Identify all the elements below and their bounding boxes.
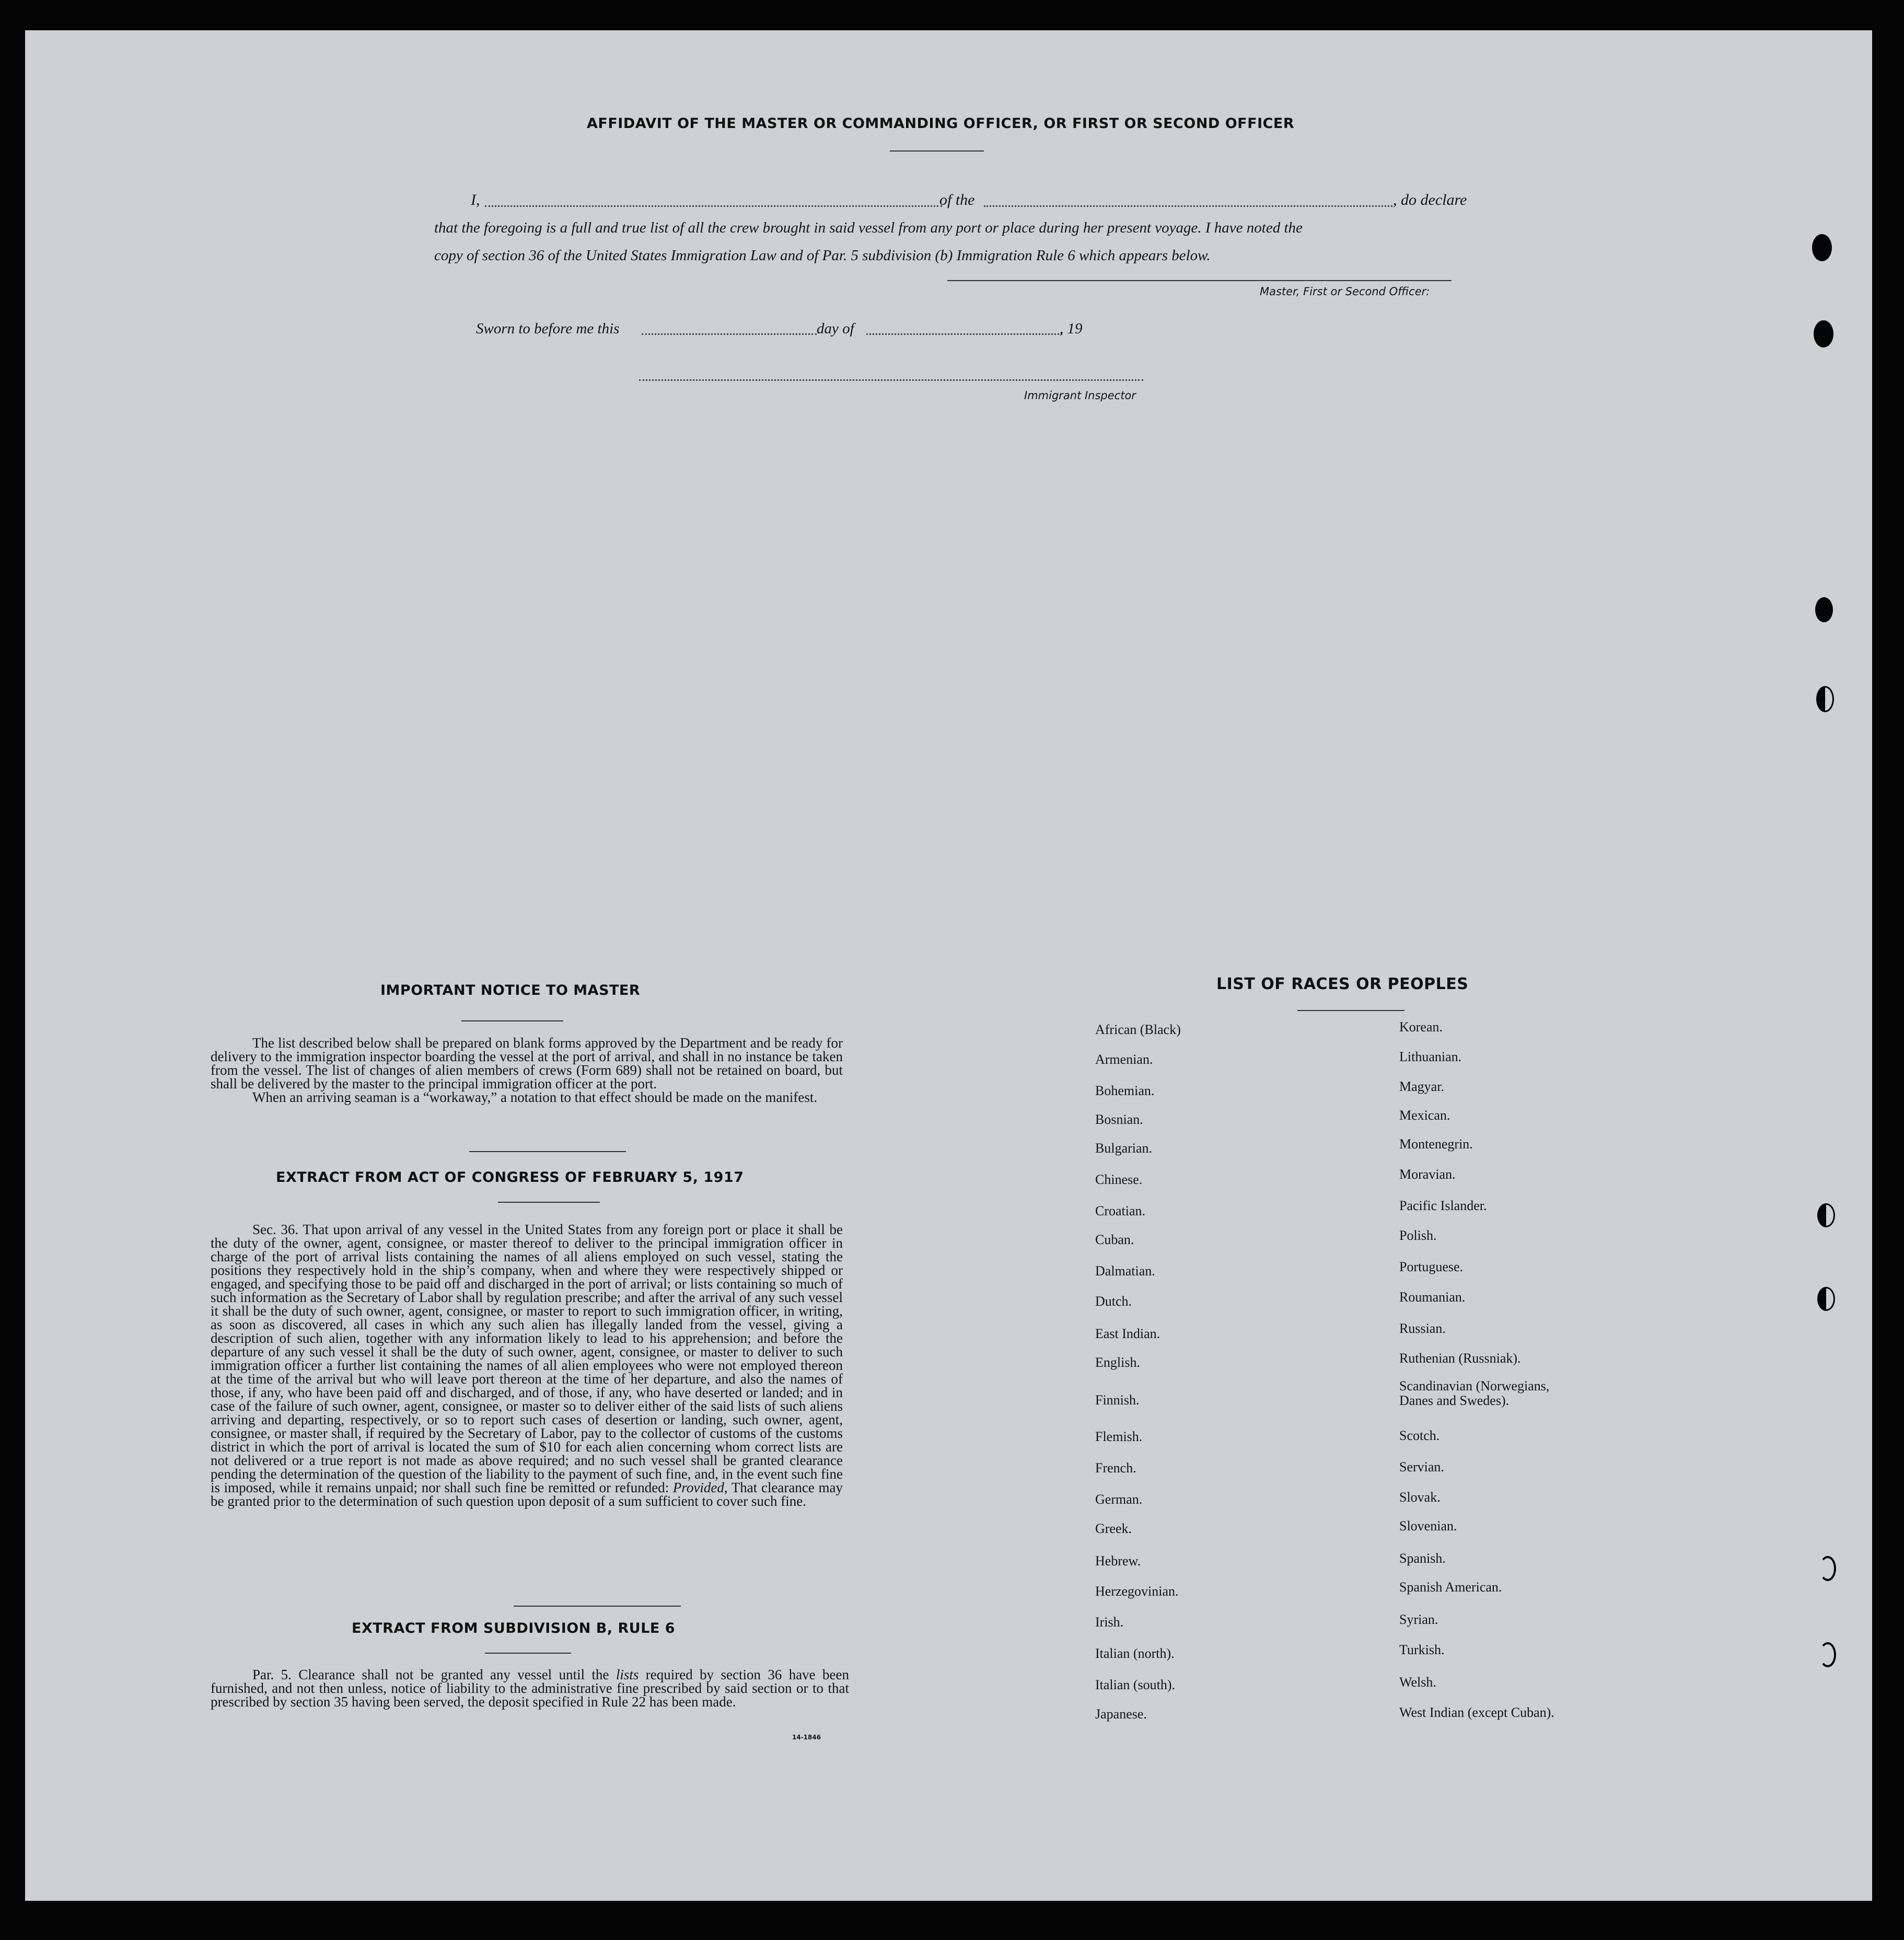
race-item: Chinese. <box>1095 1172 1143 1187</box>
binder-hole <box>1815 597 1833 622</box>
race-item: Korean. <box>1399 1019 1443 1035</box>
sworn-prefix: Sworn to before me this <box>476 320 620 337</box>
binder-hole <box>1817 1287 1835 1311</box>
race-item: Portuguese. <box>1399 1259 1464 1274</box>
form-page <box>25 30 1872 1901</box>
inspector-signature-line[interactable] <box>639 379 1143 381</box>
races-title: LIST OF RACES OR PEOPLES <box>1216 975 1469 993</box>
binder-hole <box>1816 686 1834 712</box>
race-item: Roumanian. <box>1399 1290 1466 1305</box>
race-item: West Indian (except Cuban). <box>1399 1705 1554 1720</box>
race-item: German. <box>1095 1492 1143 1507</box>
notice-para-1: The list described below shall be prepared on blank forms approved by the Department and be ready for delivery to the immigration inspector boarding the vessel at the port of arrival, and shall in no instance be taken from the vessel. The list of changes of alien members of crews (Form 689) shall not be retained on board, but shall be delivered by the master to the principal immigration officer at the port. <box>211 1035 843 1091</box>
form-code: 14-1846 <box>792 1734 821 1741</box>
affidavit-line-3: copy of section 36 of the United States Immigration Law and of Par. 5 subdivision (b) Immigration Rule 6 which appears below. <box>434 247 1211 264</box>
race-item: Slovenian. <box>1399 1518 1457 1534</box>
rule-body-b: required by section 36 have been furnished, and not then unless, notice of liability to the administrative fine prescribed by said section or to that prescribed by section 35 having been served, the deposit specified in Rule 22 has been made. <box>211 1667 850 1710</box>
rule-extract-title: EXTRACT FROM SUBDIVISION B, RULE 6 <box>352 1620 676 1636</box>
race-item: Syrian. <box>1399 1612 1438 1627</box>
binder-hole <box>1814 320 1833 347</box>
notice-separator-rule <box>469 1151 626 1152</box>
act-separator-rule <box>514 1606 681 1607</box>
race-item: Danes and Swedes). <box>1399 1393 1510 1408</box>
races-title-rule <box>1297 1010 1404 1011</box>
race-item: Montenegrin. <box>1399 1136 1473 1152</box>
notice-title-rule <box>461 1020 563 1021</box>
race-item: Italian (south). <box>1095 1677 1176 1692</box>
rule-extract-body <box>211 1668 849 1709</box>
race-item: Hebrew. <box>1095 1553 1141 1569</box>
vessel-name-field[interactable] <box>984 205 1392 207</box>
race-item: Dalmatian. <box>1095 1263 1155 1279</box>
act-body-a: That upon arrival of any vessel in the United States from any foreign port or place it shall be the duty of the owner, agent, consignee, or master thereof to deliver to the principal immigration officer in charge of the port of arrival lists containing the names of all aliens employed on such vessel, stating the positions they respectively hold in the ship’s company, when and where they were respectively shipped or engaged, and specifying those to be paid off and discharged in the port of arrival; or lists containing so much of such information as the Secretary of Labor shall by regulation prescribe; and after the arrival of any such vessel it shall be the duty of such owner, agent, consignee, or master to report to such immigration officer, in writing, as soon as discovered, all cases in which any such alien has illegally landed from the vessel, giving a description of such alien, together with any information likely to lead to his apprehension; and before the departure of any such vessel it shall be the duty of such owner, agent, consignee, or master to deliver to such immigration officer a further list containing the names of all alien employees who were not employed thereon at the time of the arrival but who will leave port thereon at the time of her departure, and also the names of those, if any, who have been paid off and discharged, and of those, if any, who have deserted or landed; and in case of the failure of such owner, agent, consignee, or master so to deliver either of the said lists of such aliens arriving and departing, respectively, or so to report such cases of desertion or landing, such owner, agent, consignee, or master shall, if required by the Secretary of Labor, pay to the collector of customs of the customs district in which the port of arrival is located the sum of $10 for each alien concerning whom correct lists are not delivered or a true report is not made as above required; and no such vessel shall be granted clearance pending the determination of the question of the liability to the payment of such fine, and, in the event such fine is imposed, while it remains unpaid; nor shall such fine be remitted or refunded: <box>211 1222 843 1495</box>
race-item: French. <box>1095 1460 1136 1476</box>
rule-body-a: Par. 5. Clearance shall not be granted any vessel until the <box>252 1667 609 1682</box>
race-item: Armenian. <box>1095 1052 1153 1067</box>
notice-body <box>211 1036 843 1104</box>
binder-hole <box>1819 1556 1836 1581</box>
race-item: Bosnian. <box>1095 1112 1143 1127</box>
act-extract-title-rule <box>498 1202 600 1203</box>
race-item: Cuban. <box>1095 1232 1134 1247</box>
sworn-day-of-label: day of <box>817 320 854 337</box>
race-item: English. <box>1095 1355 1140 1370</box>
affidavit-declare-label: , do declare <box>1393 191 1467 208</box>
race-item: Flemish. <box>1095 1429 1143 1444</box>
race-item: Japanese. <box>1095 1706 1147 1722</box>
race-item: Scandinavian (Norwegians, <box>1399 1378 1550 1393</box>
act-sec-label: Sec. 36. <box>252 1222 299 1237</box>
act-provided: Provided, <box>672 1480 728 1495</box>
affidavit-of-the-label: of the <box>939 191 975 208</box>
race-item: Dutch. <box>1095 1294 1132 1309</box>
race-item: East Indian. <box>1095 1326 1160 1341</box>
rule-extract-title-rule <box>485 1653 571 1654</box>
act-body-b: That clearance may be granted prior to the determination of such question upon deposit of a sum sufficient to cover such fine. <box>211 1480 843 1509</box>
race-item: Moravian. <box>1399 1167 1456 1182</box>
notice-title: IMPORTANT NOTICE TO MASTER <box>380 982 641 998</box>
race-item: Servian. <box>1399 1459 1444 1474</box>
master-signature-label: Master, First or Second Officer: <box>1260 285 1430 298</box>
act-extract-title: EXTRACT FROM ACT OF CONGRESS OF FEBRUARY 5, 1917 <box>276 1169 744 1186</box>
race-item: Russian. <box>1399 1321 1446 1336</box>
race-item: Bulgarian. <box>1095 1141 1153 1156</box>
race-item: Lithuanian. <box>1399 1049 1462 1064</box>
binder-hole <box>1819 1642 1836 1667</box>
sworn-day-field[interactable] <box>642 333 817 335</box>
race-item: Ruthenian (Russniak). <box>1399 1351 1521 1366</box>
affidavit-title-rule <box>890 150 984 152</box>
race-item: Croatian. <box>1095 1203 1146 1218</box>
binder-hole <box>1812 234 1832 261</box>
race-item: Finnish. <box>1095 1392 1140 1408</box>
sworn-year-label: , 19 <box>1060 320 1083 337</box>
affidavit-title: AFFIDAVIT OF THE MASTER OR COMMANDING OFFICER, OR FIRST OR SECOND OFFICER <box>587 115 1295 132</box>
affidavit-line-2: that the foregoing is a full and true list of all the crew brought in said vessel from any port or place during her present voyage. I have noted the <box>434 219 1303 236</box>
affidavit-i-label: I, <box>471 191 480 208</box>
sworn-month-field[interactable] <box>866 333 1062 335</box>
race-item: Pacific Islander. <box>1399 1198 1487 1213</box>
master-signature-line[interactable] <box>947 280 1452 281</box>
notice-para-2: When an arriving seaman is a “workaway,” a notation to that effect should be made on the manifest. <box>252 1089 818 1105</box>
binder-hole <box>1817 1203 1835 1227</box>
race-item: Turkish. <box>1399 1642 1445 1657</box>
rule-lists-word: lists <box>616 1667 639 1682</box>
race-item: Slovak. <box>1399 1490 1441 1505</box>
race-item: Irish. <box>1095 1614 1124 1630</box>
race-item: Herzegovinian. <box>1095 1584 1179 1599</box>
race-item: Polish. <box>1399 1228 1437 1243</box>
master-name-field[interactable] <box>485 205 942 207</box>
race-item: Welsh. <box>1399 1675 1436 1690</box>
race-item: Spanish. <box>1399 1551 1446 1566</box>
race-item: Mexican. <box>1399 1108 1450 1123</box>
act-extract-body <box>211 1223 843 1508</box>
race-item: African (Black) <box>1095 1022 1181 1037</box>
race-item: Greek. <box>1095 1521 1132 1536</box>
race-item: Spanish American. <box>1399 1579 1502 1595</box>
race-item: Italian (north). <box>1095 1646 1175 1661</box>
race-item: Bohemian. <box>1095 1083 1155 1098</box>
inspector-label: Immigrant Inspector <box>1024 389 1136 402</box>
race-item: Scotch. <box>1399 1428 1440 1443</box>
race-item: Magyar. <box>1399 1079 1444 1094</box>
